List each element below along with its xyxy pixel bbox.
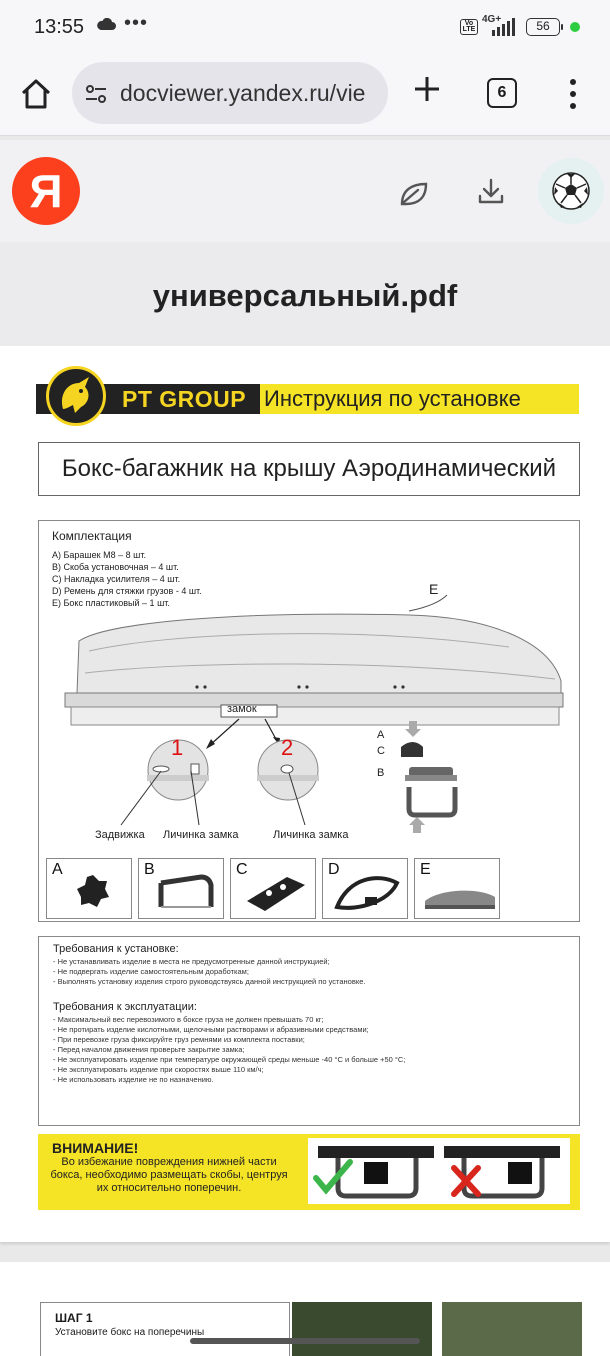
brand-banner xyxy=(36,376,579,416)
placement-diagram-icon xyxy=(308,1138,570,1204)
callout-lines xyxy=(99,761,399,831)
part-label-e: E xyxy=(429,581,439,597)
kit-item: B) Скоба установочная – 4 шт. xyxy=(52,562,179,572)
roof-box-drawing xyxy=(49,581,579,761)
reinforcement-plate-icon xyxy=(241,871,311,915)
thumb-a: A xyxy=(46,858,132,919)
site-settings-icon[interactable] xyxy=(84,82,108,106)
step-title: ШАГ 1 xyxy=(55,1311,93,1325)
bracket-placement-diagram xyxy=(308,1138,570,1204)
thumb-b: B xyxy=(138,858,224,919)
browser-toolbar xyxy=(0,54,610,136)
home-icon[interactable] xyxy=(18,76,54,112)
strap-icon xyxy=(329,867,405,915)
url-text[interactable]: docviewer.yandex.ru/vie xyxy=(120,80,366,106)
network-type: 4G+ xyxy=(482,14,502,25)
kit-item: C) Накладка усилителя – 4 шт. xyxy=(52,574,181,584)
step-1-box xyxy=(40,1302,290,1356)
detail-number-2: 2 xyxy=(281,735,294,760)
warning-text: Во избежание повреждения нижней части бокса, необходимо размещать скобы, центруя их относительно поперечин. xyxy=(50,1156,288,1194)
battery-icon: 56 xyxy=(526,18,560,36)
overflow-menu-icon[interactable] xyxy=(566,76,580,112)
kit-title: Комплектация xyxy=(52,529,132,543)
tab-switcher-button[interactable]: 6 xyxy=(487,78,517,108)
thumb-d: D xyxy=(322,858,408,919)
gesture-bar[interactable] xyxy=(190,1338,420,1344)
step-text: Установите бокс на поперечины xyxy=(55,1327,205,1338)
mount-parts-drawing xyxy=(379,717,469,837)
requirements-section xyxy=(38,936,580,1126)
thumb-c: C xyxy=(230,858,316,919)
detail-number-1: 1 xyxy=(171,735,184,760)
more-notifications-icon: ••• xyxy=(124,12,149,34)
lock-cylinder-label-1: Личинка замка xyxy=(163,829,239,841)
step-photo-1 xyxy=(292,1302,432,1356)
usage-requirements-title: Требования к эксплуатации: xyxy=(53,1001,197,1013)
privacy-indicator-icon xyxy=(570,22,580,32)
product-title: Бокс-багажник на крышу Аэродинамический xyxy=(38,442,580,496)
yandex-logo[interactable]: Я xyxy=(12,157,80,225)
address-bar[interactable] xyxy=(72,62,388,124)
cloud-icon xyxy=(96,18,116,30)
status-bar xyxy=(0,0,610,54)
new-tab-icon[interactable] xyxy=(410,72,444,106)
usage-requirements-list: - Максимальный вес перевозимого в боксе груза не должен превышать 70 кг; - Не протирать изделие кислотными, щелочными растворами и абразивными средствами; - При перевозке груза фиксируйте груз ремнями из комплекта поставки; - Перед началом движения проверьте закрытие замка; - Не эксплуатировать изделие при температуре окружающей среды меньше -40 °С и больше +50 °С; - Не эксплуатировать изделие при скоростях выше 110 км/ч; - Не использовать изделие не по назначению. xyxy=(53,1015,406,1084)
download-icon[interactable] xyxy=(476,176,506,206)
lock-cylinder-label-2: Личинка замка xyxy=(273,829,349,841)
bracket-icon xyxy=(151,873,221,917)
volte-icon: Vo LTE xyxy=(460,19,478,35)
signal-icon xyxy=(486,18,520,36)
pdf-page xyxy=(0,346,610,1242)
part-label-a: A xyxy=(377,729,385,741)
warning-title: ВНИМАНИЕ! xyxy=(52,1140,139,1156)
box-icon xyxy=(419,883,499,913)
status-time: 13:55 xyxy=(34,16,85,38)
thumb-e: E xyxy=(414,858,500,919)
step-photo-2 xyxy=(442,1302,582,1356)
part-label-b: B xyxy=(377,767,385,779)
warning-box xyxy=(38,1134,580,1210)
document-title-bar xyxy=(0,242,610,346)
dragon-logo-icon xyxy=(49,369,103,423)
brand-name: PT GROUP xyxy=(122,386,247,412)
viewer-header xyxy=(0,140,610,242)
part-thumbnails xyxy=(46,858,506,920)
pt-group-logo xyxy=(46,366,106,426)
install-requirements-list: - Не устанавливать изделие в места не предусмотренные данной инструкцией; - Не подвергать изделие самостоятельным доработкам; - Выполнять установку изделия строго руководствуясь данной инструкцией по установке. xyxy=(53,957,366,986)
avatar[interactable] xyxy=(538,158,604,224)
kit-item: A) Барашек M8 – 8 шт. xyxy=(52,550,146,560)
leaf-icon[interactable] xyxy=(398,180,430,208)
part-label-c: C xyxy=(377,745,385,757)
install-requirements-title: Требования к установке: xyxy=(53,943,179,955)
lock-label: замок xyxy=(227,703,257,715)
document-title: универсальный.pdf xyxy=(152,278,458,313)
instruction-title: Инструкция по установке xyxy=(264,386,521,411)
latch-label: Задвижка xyxy=(95,829,145,841)
knob-icon xyxy=(73,871,113,911)
soccer-ball-icon xyxy=(551,171,591,211)
kit-item: E) Бокс пластиковый – 1 шт. xyxy=(52,598,170,608)
kit-item: D) Ремень для стяжки грузов - 4 шт. xyxy=(52,586,202,596)
